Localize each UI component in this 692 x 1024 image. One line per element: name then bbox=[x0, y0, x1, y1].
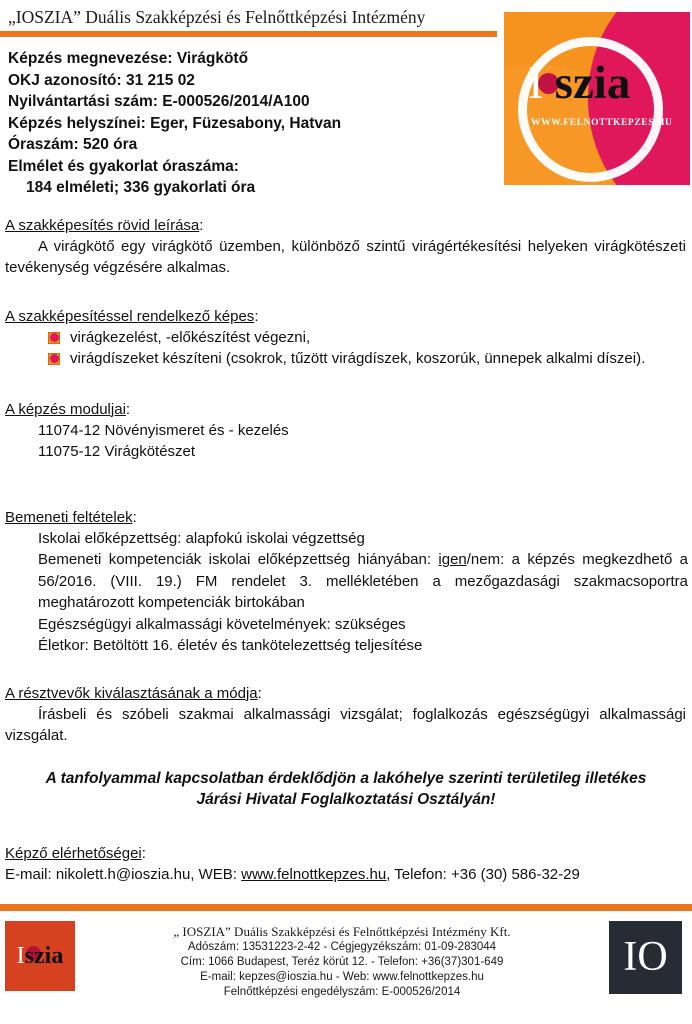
header-rule bbox=[0, 31, 497, 37]
footer-license-line: Felnőttképzési engedélyszám: E-000526/2014 bbox=[223, 985, 461, 998]
theory-practice-hours-line: 184 elméleti; 336 gyakorlati óra bbox=[26, 179, 256, 196]
ioszia-bullet-icon bbox=[48, 332, 60, 344]
logo-letters-szia: szia bbox=[554, 57, 631, 109]
locations-line: Képzés helyszínei: Eger, Füzesabony, Hatvan bbox=[8, 114, 342, 132]
footer-tax-line: Adószám: 13531223-2-42 - Cégjegyzékszám: 01-09-283044 bbox=[187, 940, 497, 953]
footer-rule bbox=[0, 904, 692, 911]
capability-text: virágkezelést, -előkészítést végezni, bbox=[70, 328, 311, 346]
contact-details-line bbox=[5, 864, 692, 885]
section-heading-contact: Képző elérhetőségei: bbox=[5, 844, 146, 862]
page-title: „IOSZIA” Duális Szakképzési és Felnőttképzési Intézmény bbox=[8, 7, 426, 27]
course-info bbox=[8, 48, 492, 199]
footer-ioszia-logo bbox=[5, 921, 75, 991]
logo-letter-i: I bbox=[528, 57, 544, 109]
selection-paragraph: Írásbeli és szóbeli szakmai alkalmassági vizsgálat; foglalkozás egészségügyi alkalmassági vizsgálat. bbox=[5, 705, 686, 744]
section-heading-short-description: A szakképesítés rövid leírása: bbox=[5, 216, 204, 234]
contact-phone-text: Telefon: +36 (30) 586-32-29 bbox=[390, 865, 580, 883]
footer-io-logo: IO bbox=[609, 921, 682, 994]
footer-email-web-line: E-mail: kepzes@ioszia.hu - Web: www.felnottkepzes.hu bbox=[200, 970, 484, 983]
capability-text: virágdíszeket készíteni (csokrok, tűzött virágdíszek, koszorúk, ünnepek alkalmi díszei). bbox=[70, 349, 646, 367]
section-heading-entry-requirements: Bemeneti feltételek: bbox=[5, 508, 137, 526]
registry-number-line: Nyilvántartási szám: E-000526/2014/A100 bbox=[8, 93, 310, 110]
footer-company-name: „ IOSZIA” Duális Szakképzési és Felnőttképzési Intézmény Kft. bbox=[173, 923, 511, 939]
logo-website-text: WWW.FELNOTTKEPZES.HU bbox=[531, 118, 673, 128]
module-item: 11075-12 Virágkötészet bbox=[38, 443, 196, 460]
section-heading-selection: A résztvevők kiválasztásának a módja: bbox=[5, 684, 262, 702]
footer-logo-letters-szia: szia bbox=[24, 942, 64, 969]
entry-school-line: Iskolai előképzettség: alapfokú iskolai végzettség bbox=[38, 529, 365, 547]
section-heading-modules: A képzés moduljai: bbox=[5, 400, 131, 418]
entry-yes-underlined: igen bbox=[438, 551, 467, 568]
module-item: 11074-12 Növényismeret és - kezelés bbox=[38, 421, 289, 439]
course-name-line: Képzés megnevezése: Virágkötő bbox=[8, 50, 249, 67]
footer-company-info bbox=[75, 921, 609, 1000]
ioszia-bullet-icon bbox=[48, 353, 60, 365]
capability-list-item bbox=[48, 327, 686, 348]
footer bbox=[0, 911, 692, 1000]
footer-logo-wordmark bbox=[17, 944, 64, 968]
entry-competency-paragraph: Bemeneti kompetenciák iskolai előképzettség hiányában: igen/nem: a képzés megkezdhető a 56/2016. (VIII. 19.) FM rendelet 3. mellékletében a mezőgazdasági szakmacsoportra meghatározott kompetenciák birtokában bbox=[38, 551, 688, 611]
entry-age-line: Életkor: Betöltött 16. életév és tankötelezettség teljesítése bbox=[38, 637, 423, 654]
contact-email-text: E-mail: nikolett.h@ioszia.hu, WEB: bbox=[5, 865, 242, 883]
hours-line: Óraszám: 520 óra bbox=[8, 136, 138, 153]
footer-logo-letter-i: I bbox=[16, 942, 25, 969]
okj-id-line: OKJ azonosító: 31 215 02 bbox=[8, 71, 195, 89]
capability-list-item bbox=[48, 348, 686, 369]
ioszia-logo bbox=[504, 12, 690, 185]
contact-notice: A tanfolyammal kapcsolatban érdeklődjön a lakóhelye szerinti területileg illetékes Járási Hivatal Foglalkoztatási Osztályán! bbox=[45, 769, 647, 808]
entry-health-line: Egészségügyi alkalmassági követelmények: szükséges bbox=[38, 615, 406, 633]
section-heading-capabilities: A szakképesítéssel rendelkező képes: bbox=[5, 307, 259, 325]
website-link[interactable]: www.felnottkepzes.hu, bbox=[241, 865, 391, 883]
short-description-paragraph: A virágkötő egy virágkötő üzemben, különböző szintű virágértékesítési helyeken virágkötészeti tevékenység végzésére alkalmas. bbox=[5, 237, 686, 276]
footer-address-line: Cím: 1066 Budapest, Teréz körút 12. - Telefon: +36(37)301-649 bbox=[180, 955, 504, 968]
theory-practice-label-line: Elmélet és gyakorlat óraszáma: bbox=[8, 157, 239, 175]
logo-wordmark bbox=[528, 57, 631, 109]
